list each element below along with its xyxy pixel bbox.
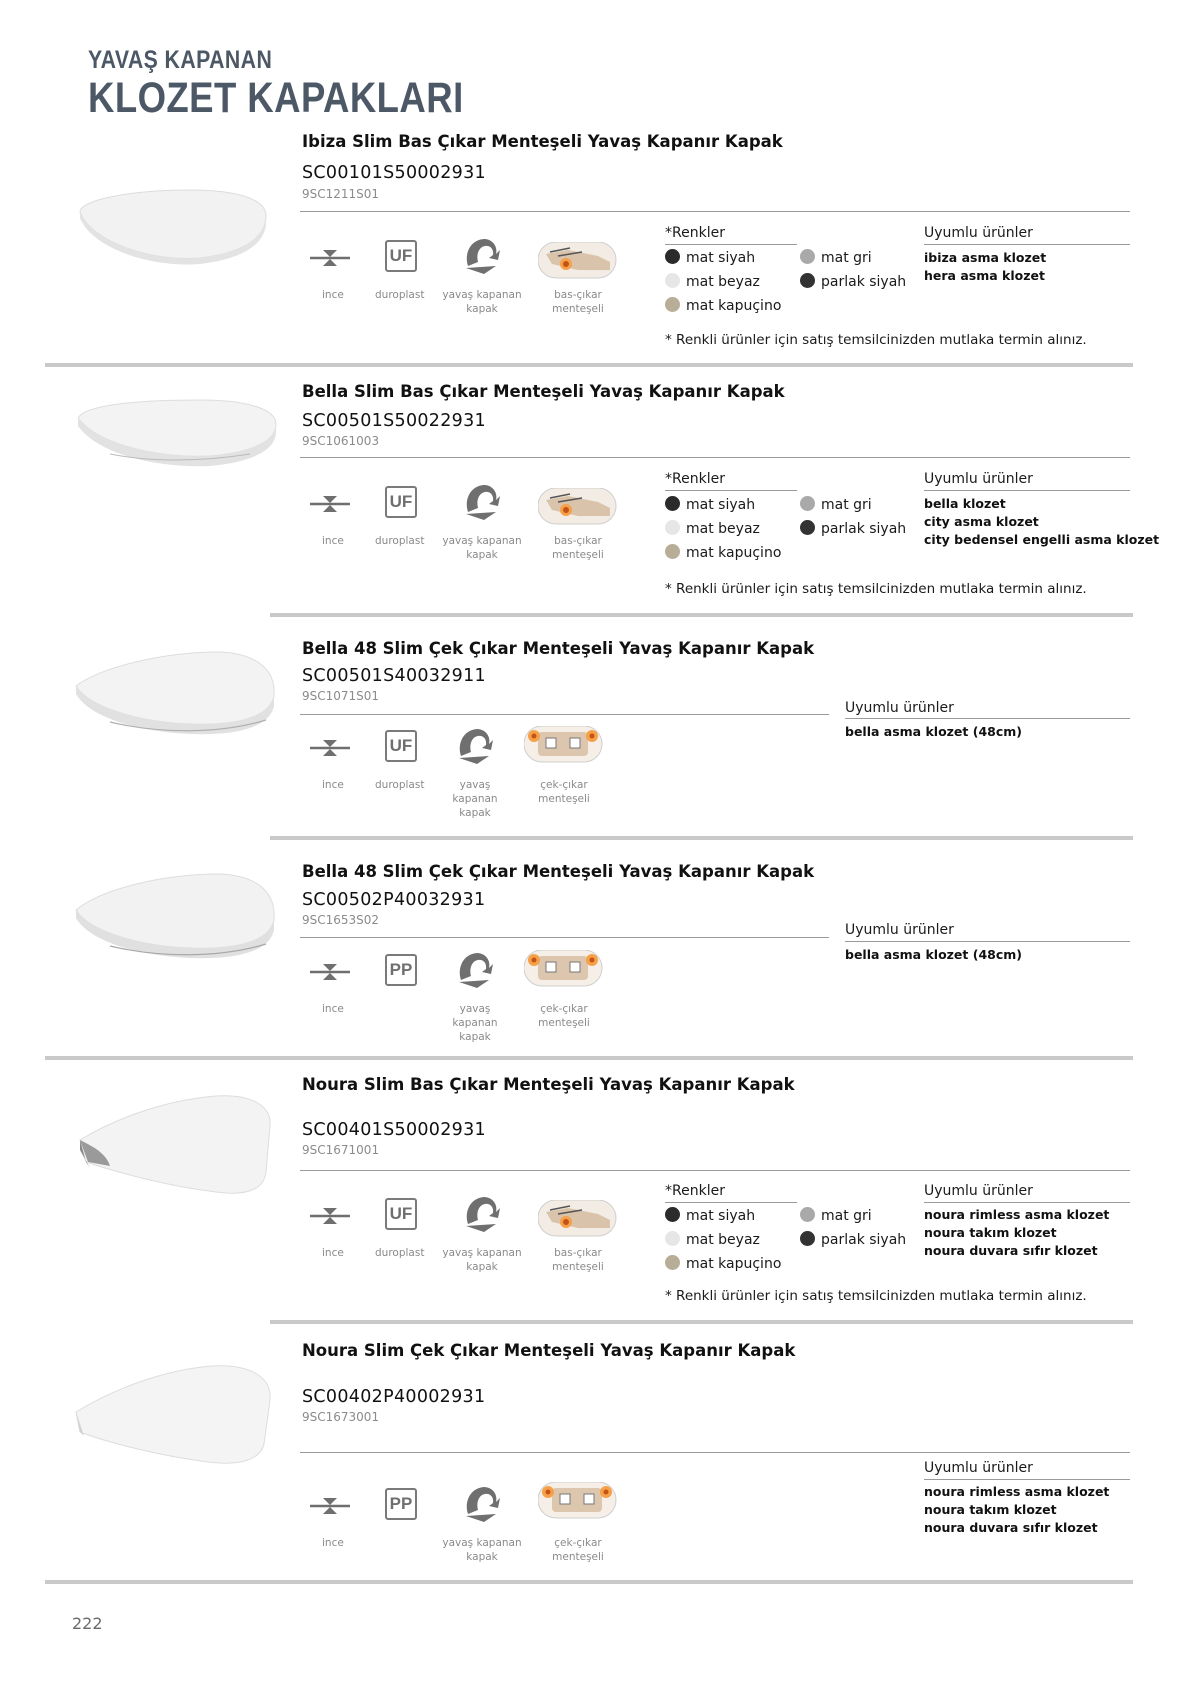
compatible-item: city bedensel engelli asma klozet xyxy=(924,532,1160,547)
toilet-seat-image xyxy=(76,1092,276,1200)
color-mat-beyaz: mat beyaz xyxy=(665,273,760,290)
product-subcode: 9SC1653S02 xyxy=(302,913,380,927)
product-title: Ibiza Slim Bas Çıkar Menteşeli Yavaş Kapanır Kapak xyxy=(302,132,783,151)
uf-icon: UF xyxy=(385,1198,417,1230)
product-code: SC00401S50002931 xyxy=(302,1120,486,1140)
compatible-heading: Uyumlu ürünler xyxy=(924,471,1033,487)
toilet-seat-image xyxy=(70,868,280,964)
product-title: Bella 48 Slim Çek Çıkar Menteşeli Yavaş Kapanır Kapak xyxy=(302,862,815,881)
thin-icon xyxy=(310,962,350,982)
product-code: SC00502P40032931 xyxy=(302,890,486,910)
compatible-item: noura rimless asma klozet xyxy=(924,1207,1110,1222)
hinge-icon xyxy=(524,726,604,764)
product-subcode: 9SC1071S01 xyxy=(302,689,380,703)
divider xyxy=(45,363,1133,367)
compatible-item: bella asma klozet (48cm) xyxy=(845,947,1022,962)
toilet-seat-image xyxy=(72,1360,282,1470)
thin-icon xyxy=(310,738,350,758)
slow-close-icon xyxy=(462,236,502,276)
colors-heading: *Renkler xyxy=(665,225,725,241)
colors-heading: *Renkler xyxy=(665,1183,725,1199)
hinge-icon xyxy=(538,1482,618,1520)
product-subcode: 9SC1211S01 xyxy=(302,187,380,201)
slow-close-icon xyxy=(462,482,502,522)
color-mat-siyah: mat siyah xyxy=(665,496,755,513)
divider xyxy=(270,836,1133,840)
uf-icon: UF xyxy=(385,240,417,272)
color-parlak-siyah: parlak siyah xyxy=(800,273,906,290)
color-mat-gri: mat gri xyxy=(800,1207,872,1224)
color-mat-siyah: mat siyah xyxy=(665,249,755,266)
pp-icon: PP xyxy=(385,1488,417,1520)
uf-icon: UF xyxy=(385,730,417,762)
product-title: Noura Slim Bas Çıkar Menteşeli Yavaş Kapanır Kapak xyxy=(302,1075,795,1094)
compatible-heading: Uyumlu ürünler xyxy=(924,1460,1033,1476)
color-mat-gri: mat gri xyxy=(800,249,872,266)
color-note: * Renkli ürünler için satış temsilcinizden mutlaka termin alınız. xyxy=(665,581,1087,597)
compatible-heading: Uyumlu ürünler xyxy=(845,700,954,716)
color-note: * Renkli ürünler için satış temsilcinizden mutlaka termin alınız. xyxy=(665,1288,1087,1304)
product-code: SC00402P40002931 xyxy=(302,1387,486,1407)
thin-icon xyxy=(310,1206,350,1226)
product-title: Bella 48 Slim Çek Çıkar Menteşeli Yavaş Kapanır Kapak xyxy=(302,639,815,658)
hinge-icon xyxy=(524,950,604,988)
uf-icon: UF xyxy=(385,486,417,518)
page-number: 222 xyxy=(72,1614,103,1633)
product-subcode: 9SC1671001 xyxy=(302,1143,380,1157)
thin-icon xyxy=(310,494,350,514)
hinge-icon xyxy=(538,242,618,280)
compatible-item: noura duvara sıfır klozet xyxy=(924,1520,1098,1535)
thin-icon xyxy=(310,1496,350,1516)
color-parlak-siyah: parlak siyah xyxy=(800,1231,906,1248)
compatible-item: bella asma klozet (48cm) xyxy=(845,724,1022,739)
compatible-item: bella klozet xyxy=(924,496,1006,511)
colors-heading: *Renkler xyxy=(665,471,725,487)
color-mat-gri: mat gri xyxy=(800,496,872,513)
color-mat-beyaz: mat beyaz xyxy=(665,520,760,537)
product-code: SC00101S50002931 xyxy=(302,163,486,183)
product-code: SC00501S50022931 xyxy=(302,411,486,431)
compatible-heading: Uyumlu ürünler xyxy=(924,225,1033,241)
compatible-item: city asma klozet xyxy=(924,514,1039,529)
hinge-icon xyxy=(538,488,618,526)
divider xyxy=(270,1320,1133,1324)
product-title: Noura Slim Çek Çıkar Menteşeli Yavaş Kapanır Kapak xyxy=(302,1341,796,1360)
compatible-item: noura takım klozet xyxy=(924,1502,1057,1517)
slow-close-icon xyxy=(455,726,495,766)
product-subcode: 9SC1673001 xyxy=(302,1410,380,1424)
compatible-item: noura takım klozet xyxy=(924,1225,1057,1240)
compatible-item: noura rimless asma klozet xyxy=(924,1484,1110,1499)
compatible-heading: Uyumlu ürünler xyxy=(924,1183,1033,1199)
divider xyxy=(45,1056,1133,1060)
compatible-heading: Uyumlu ürünler xyxy=(845,922,954,938)
color-mat-kapucino: mat kapuçino xyxy=(665,297,781,314)
compatible-item: noura duvara sıfır klozet xyxy=(924,1243,1098,1258)
color-mat-beyaz: mat beyaz xyxy=(665,1231,760,1248)
color-note: * Renkli ürünler için satış temsilcinizden mutlaka termin alınız. xyxy=(665,332,1087,348)
product-subcode: 9SC1061003 xyxy=(302,434,380,448)
divider xyxy=(45,1580,1133,1584)
slow-close-icon xyxy=(462,1194,502,1234)
page-title: KLOZET KAPAKLARI xyxy=(88,74,464,122)
product-code: SC00501S40032911 xyxy=(302,666,486,686)
divider xyxy=(270,613,1133,617)
toilet-seat-image xyxy=(70,182,270,268)
color-mat-kapucino: mat kapuçino xyxy=(665,1255,781,1272)
compatible-item: ibiza asma klozet xyxy=(924,250,1047,265)
toilet-seat-image xyxy=(70,396,280,470)
toilet-seat-image xyxy=(70,646,280,740)
color-parlak-siyah: parlak siyah xyxy=(800,520,906,537)
header-subtitle: YAVAŞ KAPANAN xyxy=(88,46,273,74)
thin-icon xyxy=(310,248,350,268)
compatible-item: hera asma klozet xyxy=(924,268,1045,283)
color-mat-siyah: mat siyah xyxy=(665,1207,755,1224)
hinge-icon xyxy=(538,1200,618,1238)
slow-close-icon xyxy=(455,950,495,990)
color-mat-kapucino: mat kapuçino xyxy=(665,544,781,561)
pp-icon: PP xyxy=(385,954,417,986)
product-title: Bella Slim Bas Çıkar Menteşeli Yavaş Kapanır Kapak xyxy=(302,382,785,401)
slow-close-icon xyxy=(462,1484,502,1524)
